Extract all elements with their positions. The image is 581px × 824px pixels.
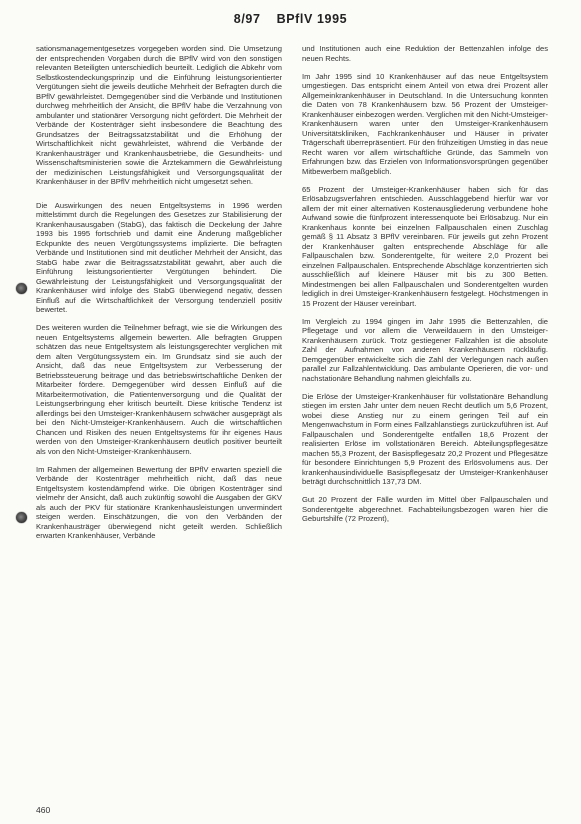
journal-title: BPflV 1995 (276, 12, 348, 26)
paragraph: Die Auswirkungen des neuen Entgeltsystems in 1996 werden mittelstimmt durch die Regelungen des Gesetzes zur Stabilisierung der Krankenhausausgaben (StabG), das faktisch die Deckelung der Jahre 1993 bis 1995 fortschrieb und damit eine Änderung maßgeblicher Eckpunkte des neuen Vergütungssystems implizierte. Die befragten Verbände und Institutionen sind mit deutlicher Mehrheit der Ansicht, das StabG habe zwar die Beitragssatzstabilität gewahrt, aber auch die Einführung leistungsorientierter Vergütungen behindert. Die Gewährleistung der Leistungsfähigkeit und Versorgungsqualität der Krankenhäuser wird infolge des StabG überwiegend negativ, dessen Einfluß auf die Wirtschaftlichkeit der Versorgung tendenziell positiv bewertet. (36, 200, 282, 314)
paragraph: sationsmanagementgesetzes vorgegeben worden sind. Die Umsetzung der entsprechenden Vorgaben durch die BPflV wird von den sonstigen relevanten Beteiligten unterschiedlich beurteilt. Lediglich die Abkehr vom Selbstkostendeckungsprinzip und die Einführung leistungsorientierter Vergütungen sieht die jeweils deutliche Mehrheit der Befragten durch die BPflV gewährleistet. Demgegenüber sind die Verbände und Institutionen durchweg mehrheitlich der Ansicht, die BPflV habe die Verzahnung von ambulanter und stationärer Versorgung nicht gefördert. Die Mehrheit der Verbände der Kostenträger sieht insbesondere die Beachtung des Grundsatzes der Beitragssatzstabilität und die Erhöhung der Wirtschaftlichkeit nicht gewährleistet, während die Verbände der Krankenhausträger und Krankenhausbetriebe, die Gesundheits- und Wissenschaftsministerien sowie die Ärztekammern die Gewährleistung der medizinischen Leistungsfähigkeit und Versorgungsqualität der Krankenhäuser in der BPflV mehrheitlich nicht umgesetzt sehen. (36, 44, 282, 186)
page-number: 460 (36, 805, 51, 815)
paragraph: Im Vergleich zu 1994 gingen im Jahr 1995 die Bettenzahlen, die Pflegetage und vor allem die Verweildauern in den Umsteiger-Krankenhäusern zurück. Trotz gestiegener Fallzahlen ist die absolute Zahl der Aufnahmen von anderen Krankenhäusern rückläufig. Demgegenüber entwickelte sich die Zahl der Verlegungen nach außen parallel zur Fallzahlentwicklung. Das ambulante Operieren, die vor- und nachstationäre Behandlung nahmen gleichfalls zu. (302, 316, 548, 383)
paragraph: Im Rahmen der allgemeinen Bewertung der BPflV erwarten speziell die Verbände der Kostenträger mehrheitlich nicht, daß das neue Entgeltsystem kostendämpfend wirke. Die übrigen Kostenträger sind vielmehr der Ansicht, daß auch zukünftig sowohl die Ausgaben der GKV als auch der PKV für stationäre Krankenhausleistungen unvermindert steigen werden. Einschätzungen, die von den Verbänden der Krankenhausträger überwiegend nicht geteilt werden. Schließlich erwarten Krankenhäuser, Verbände (36, 464, 282, 540)
left-column (36, 44, 282, 549)
issue-number: 8/97 (233, 12, 261, 26)
paragraph: Die Erlöse der Umsteiger-Krankenhäuser für vollstationäre Behandlung stiegen im ersten Jahr unter dem neuen Recht deutlich um 5,6 Prozent, wobei diese Anstieg nur zu einem geringen Teil auf ein Mengenwachstum in Form eines Fallzahlanstiegs zurückzuführen ist. Auf Fallpauschalen und Sonderentgelte entfallen 18,6 Prozent der realisierten Erlöse im vollstationären Bereich. Abteilungspflegesätze machen 55,3 Prozent, der Basispflegesatz 20,2 Prozent und Pflegesätze für besondere Einrichtungen 5,9 Prozent des Erlösvolumens aus. Der krankenhausindividuelle Basispflegesatz der Umsteiger-Krankenhäuser beträgt durchschnittlich 137,73 DM. (302, 391, 548, 486)
paragraph: und Institutionen auch eine Reduktion der Bettenzahlen infolge des neuen Rechts. (302, 44, 548, 63)
punch-hole-bottom (16, 512, 27, 523)
right-column (302, 44, 548, 532)
paragraph: Des weiteren wurden die Teilnehmer befragt, wie sie die Wirkungen des neuen Entgeltsystems allgemein bewerten. Alle befragten Gruppen schätzen das neue Entgeltsystem als leistungsgerechter verglichen mit dem alten Vergütungssystem ein. Im Grundsatz sind sie auch der Ansicht, daß das neue Entgeltsystem zur Verbesserung der Betriebssteuerung beitrage und das betriebswirtschaftliche Denken der Mitarbeiter fördere. Demgegenüber wird dessen Einfluß auf die Mitarbeitermotivation, die Patientenversorgung und die Qualität der Leistungserbringung eher kritisch beurteilt. Diese kritische Tendenz ist allerdings bei den Umsteiger-Krankenhäusern schwächer ausgeprägt als bei den Nicht-Umsteiger-Krankenhäusern. Auch die wirtschaftlichen Chancen und Risiken des neuen Entgeltsystems für ihr eigenes Haus werden von den Umsteiger-Krankenhäusern deutlich positiver beurteilt als von den Nicht-Umsteiger-Krankenhäusern. (36, 323, 282, 456)
paragraph: Im Jahr 1995 sind 10 Krankenhäuser auf das neue Entgeltsystem umgestiegen. Das entspricht einem Anteil von etwa drei Prozent aller Allgemeinkrankenhäuser in Deutschland. In die Untersuchung konnten die Daten von 78 Krankenhäusern bzw. 56 Prozent der Umsteiger-Krankenhäuser einbezogen werden. Verglichen mit den Nicht-Umsteiger-Krankenhäusern waren unter den Umsteiger-Krankenhäusern Universitätskliniken, Fachkrankenhäuser und Häuser in privater Trägerschaft überrepräsentiert. Für den frühzeitigen Umstieg in das neue Recht waren vor allem wirtschaftliche Gründe, das Sammeln von Erfahrungen bzw. das Erzielen von Informationsvorsprüngen gegenüber Mitbewerbern maßgeblich. (302, 71, 548, 176)
paragraph: 65 Prozent der Umsteiger-Krankenhäuser haben sich für das Erlösabzugsverfahren entschieden. Ausschlaggebend hierfür war vor allem der mit einer alternativen Kostenausgliederung verbundene hohe Aufwand sowie die fünfprozent interessenquote bei Erlösabzug. Nur ein Krankenhaus konnte bei einzelnen Fallpauschalen einen Zuschlag gemäß § 11 Absatz 3 BPflV vereinbaren. Für jeweils gut zehn Prozent der Krankenhäuser galten entsprechende Abschläge für alle Fallpauschalen bzw. Sonderentgelte, für weitere 2,0 Prozent bei einzelnen Fallpauschalen. Entsprechende Abschläge konzentrierten sich ausschließlich auf kleinere Häuser mit bis zu 300 Betten. Mindestmengen bei allen Fallpauschalen und Sonderentgelten wurden lediglich in drei Umsteiger-Krankenhäusern festgelegt. Höchstmengen in 15 Prozent der Häuser vereinbart. (302, 184, 548, 308)
page-header (0, 12, 581, 34)
paragraph: Gut 20 Prozent der Fälle wurden im Mittel über Fallpauschalen und Sonderentgelte abgerechnet. Fachabteilungsbezogen waren hier die Geburtshilfe (72 Prozent), (302, 495, 548, 523)
punch-hole-top (16, 283, 27, 294)
